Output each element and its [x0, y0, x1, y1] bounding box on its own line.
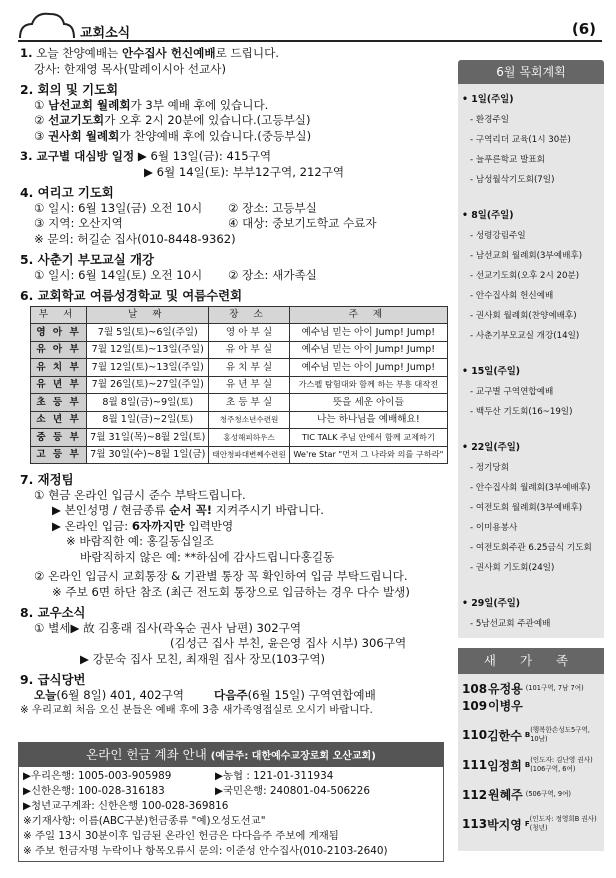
item-7: 7. 재정팀 ① 현금 온라인 입금시 준수 부탁드립니다. ▶ 본인성명 / 현금종류 순서 꼭! 지켜주시기 바랍니다. ▶ 온라인 입금: 6자까지만 입력반영 ※ 바람직한 예: 홍길동십일조 바람직하지 않은 예: **하심에 감사드립니다홍길동 ② 온라인 입금시 교회통장 & 기관별 통장 꼭 확인하여 입금 부탁드립니다. ※ 주보 6면 하단 참조 (최근 전도회 통장으로 입금하는 경우 다수 발생): [20, 472, 410, 599]
plan-item: - 정기당회: [470, 463, 510, 473]
plan-item: - 선교기도회(오후 2시 20분): [470, 271, 580, 281]
family-entry: 109 이병우: [462, 698, 523, 713]
family-entry: 112 원혜주 (506구역, 9여): [462, 787, 572, 802]
plan-week: • 22일(주일): [462, 442, 521, 453]
family-entry: 113 박지영 F (인도자: 정영희B 권사)(청년): [462, 815, 597, 832]
news-column: [20, 46, 448, 724]
new-family-list: [458, 674, 604, 851]
page-number: (6): [571, 20, 596, 38]
plan-week: • 15일(주일): [462, 366, 521, 377]
plan-item: - 5남선교회 주관예배: [470, 619, 551, 629]
plan-item: - 안수집사회 헌신예배: [470, 291, 554, 301]
item-8: 8. 교우소식 ① 별세▶ 故 김홍래 집사(곽옥순 권사 남편) 302구역 (김성근 집사 부친, 윤은영 집사 시부) 306구역 ▶ 강문숙 집사 모친, 최재원 집사 장모(103구역): [20, 605, 407, 666]
family-entry: 108 유정용 (101구역, 7남 7여): [462, 681, 584, 696]
plan-item: - 이미용봉사: [470, 523, 518, 533]
table-row: 영 아 부 7월 5일(토)~6일(주일) 영 아 부 실 예수님 믿는 아이 Jump! Jump!: [31, 324, 448, 342]
cloud-icon: [18, 10, 76, 40]
plan-item: - 환경주일: [470, 115, 510, 125]
plan-item: - 백두산 기도회(16~19일): [470, 407, 573, 417]
plan-item: - 권사회 기도회(24일): [470, 563, 555, 573]
plan-item: - 사춘기부모교실 개강(14일): [470, 331, 580, 341]
plan-item: - 교구별 구역연합예배: [470, 387, 554, 397]
plan-item: - 구역리더 교육(1시 30분): [470, 135, 571, 145]
family-entry: 111 임정희 B (인도자: 김난영 권사)(106구역, 6여): [462, 756, 593, 773]
plan-item: - 남성월삭기도회(7일): [470, 175, 555, 185]
plan-week: • 29일(주일): [462, 598, 521, 609]
item-6: 6. 교회학교 여름성경학교 및 여름수련회 부 서 날 짜 장 소 주 제 영 아 부 7월 5일(토)~6일(주일) 영 아 부 실 예수님 믿는 아이 Jump! Jump! 유 아 부 7월 12일(토)~13일(주일) 유 아 부 실 예수님 믿는 아이 Jump! Jump! 유 치 부 7월 12일(토)~13일(주일) 유 치 부 실 예수님 믿는 아이 Jump! Jump! 유 년 부 7월 26일(토)~27일(주일) 유 년 부 실 가스펠 탐험대와 함께 하는 부흥 대작전 초 등 부 8월 8일(금)~9일(토) 초 등 부 실 뜻을 세운 아이들 소 년 부 8월 1일(금)~2일(토) 청주청소년수련원 나는 하나님을 예배해요! 중 등 부 7월 31일(목)~8월 2일(토) 홍성해피하우스 TIC TALK 주님 안에서 함께 교제하기 고 등 부 7월 30일(수)~8월 1일(금) 태안청파대변쩨수련원 We're Star "먼저 그 나라와 의를 구하라": [20, 288, 448, 464]
item-4: 4. 여리고 기도회 ① 일시: 6월 13일(금) 오전 10시 ② 장소: 고등부실 ③ 지역: 오산지역 ④ 대상: 중보기도학교 수료자 ※ 문의: 허길순 집사(010-8448-9362): [20, 185, 377, 246]
table-row: 고 등 부 7월 30일(수)~8월 1일(금) 태안청파대변쩨수련원 We're Star "먼저 그 나라와 의를 구하라": [31, 446, 448, 464]
page-header: [18, 14, 602, 42]
ministry-plan-sidebar: [458, 60, 604, 851]
table-row: 소 년 부 8월 1일(금)~2일(토) 청주청소년수련원 나는 하나님을 예배해요!: [31, 411, 448, 429]
item-5: 5. 사춘기 부모교실 개강 ① 일시: 6월 14일(토) 오전 10시 ② 장소: 새가족실: [20, 252, 317, 282]
table-row: 유 치 부 7월 12일(토)~13일(주일) 유 치 부 실 예수님 믿는 아이 Jump! Jump!: [31, 359, 448, 377]
plan-item: - 안수집사회 월례회(3부예배후): [470, 483, 591, 493]
item-3: 3. 교구별 대심방 일정 ▶ 6월 13일(금): 415구역 ▶ 6월 14일(토): 부부12구역, 212구역: [20, 149, 345, 179]
plan-week: • 8일(주일): [462, 210, 514, 221]
plan-item: - 남선교회 월례회(3부예배후): [470, 251, 583, 261]
camp-table: 부 서 날 짜 장 소 주 제 영 아 부 7월 5일(토)~6일(주일) 영 아 부 실 예수님 믿는 아이 Jump! Jump! 유 아 부 7월 12일(토)~13일(주일) 유 아 부 실 예수님 믿는 아이 Jump! Jump! 유 치 부 7월 12일(토)~13일(주일) 유 치 부 실 예수님 믿는 아이 Jump! Jump! 유 년 부 7월 26일(토)~27일(주일) 유 년 부 실 가스펠 탐험대와 함께 하는 부흥 대작전 초 등 부 8월 8일(금)~9일(토) 초 등 부 실 뜻을 세운 아이들 소 년 부 8월 1일(금)~2일(토) 청주청소년수련원 나는 하나님을 예배해요! 중 등 부 7월 31일(목)~8월 2일(토) 홍성해피하우스 TIC TALK 주님 안에서 함께 교제하기 고 등 부 7월 30일(수)~8월 1일(금) 태안청파대변쩨수련원 We're Star "먼저 그 나라와 의를 구하라": [30, 306, 448, 465]
plan-list: [458, 84, 604, 638]
plan-week: • 1일(주일): [462, 94, 514, 105]
table-row: 유 아 부 7월 12일(토)~13일(주일) 유 아 부 실 예수님 믿는 아이 Jump! Jump!: [31, 341, 448, 359]
item-2: 2. 회의 및 기도회 ① 남선교회 월례회가 3부 예배 후에 있습니다. ② 선교기도회가 오후 2시 20분에 있습니다.(고등부실) ③ 권사회 월례회가 찬양예배 후에 있습니다.(중등부실): [20, 82, 312, 143]
section-title: 교회소식: [80, 26, 131, 41]
plan-title: 6월 목회계획: [458, 60, 604, 84]
new-family-title: 새 가 족: [458, 648, 604, 674]
table-row: 유 년 부 7월 26일(토)~27일(주일) 유 년 부 실 가스펠 탐험대와 함께 하는 부흥 대작전: [31, 376, 448, 394]
online-offering-accounts: 온라인 헌금 계좌 안내 (예금주: 대한예수교장로회 오산교회) ▶우리은행: 1005-003-905989 ▶농협 : 121-01-311934 ▶신한은행: 100-028-316183 ▶국민은행: 240801-04-506226 ▶청년교구계좌: 신한은행 100-028-369816 ※기재사항: 이름(ABC구분)헌금종류 "예)오성도선교" ※ 주일 13시 30분이후 입금된 온라인 헌금은 다다음주 주보에 게재됨 ※ 주보 헌금자명 누락이나 항목오류시 문의: 이준성 안수집사(010-2103-2640): [18, 742, 444, 862]
plan-item: - 여전도회 월례회(3부예배후): [470, 503, 583, 513]
table-row: 중 등 부 7월 31일(목)~8월 2일(토) 홍성해피하우스 TIC TALK 주님 안에서 함께 교제하기: [31, 429, 448, 447]
plan-item: - 여전도회주관 6.25금식 기도회: [470, 543, 592, 553]
plan-item: - 늘푸른학교 발표회: [470, 155, 545, 165]
family-entry: 110 김한수 B (행복한손성도5구역, 10남): [462, 726, 591, 743]
plan-item: - 권사회 월례회(찬양예배후): [470, 311, 577, 321]
item-1: 1. 오늘 찬양예배는 안수집사 헌신예배로 드립니다. 강사: 한재영 목사(말레이시아 선교사): [20, 46, 279, 76]
plan-item: - 성령강림주일: [470, 231, 526, 241]
item-9: 9. 급식당번 오늘(6월 8일) 401, 402구역 다음주(6월 15일) 구역연합예배 ※ 우리교회 처음 오신 분들은 예배 후에 3층 새가족영접실로 오시기 바랍니다.: [20, 672, 376, 716]
table-row: 초 등 부 8월 8일(금)~9일(토) 초 등 부 실 뜻을 세운 아이들: [31, 394, 448, 412]
